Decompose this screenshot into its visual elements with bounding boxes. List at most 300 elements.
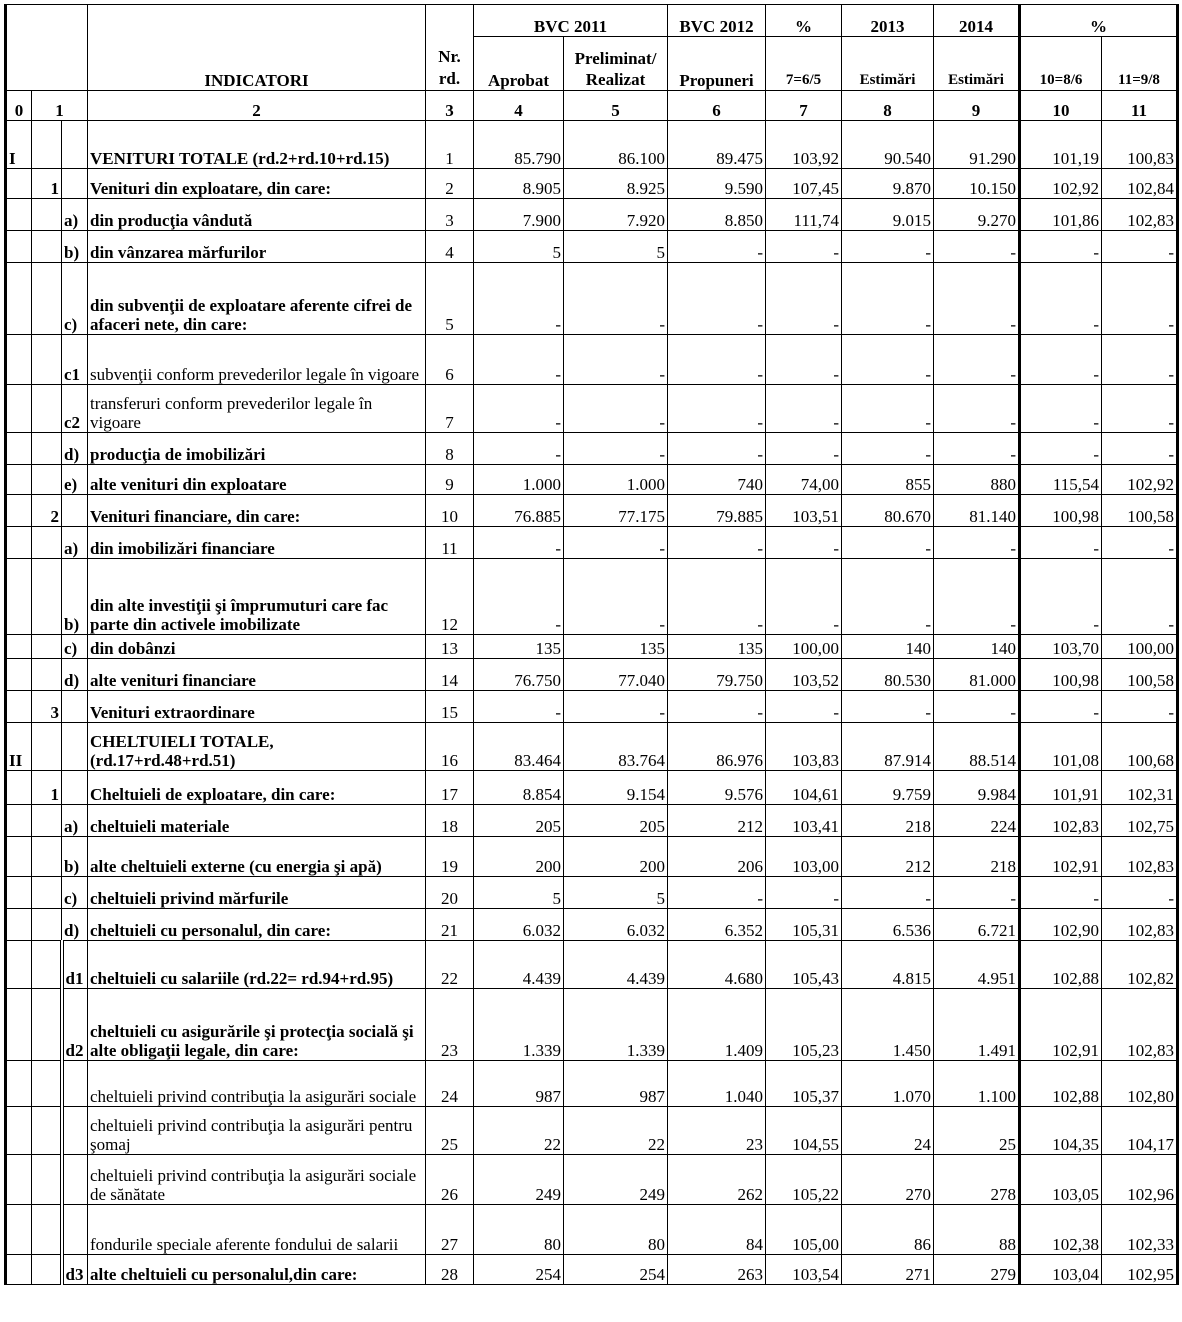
- group-code: [32, 805, 62, 837]
- value-col-8: -: [842, 263, 934, 335]
- item-code: d): [62, 909, 88, 941]
- colnum-11: 11: [1102, 91, 1178, 121]
- section-code: [6, 1061, 32, 1107]
- item-code: b): [62, 231, 88, 263]
- table-row: [6, 121, 1178, 169]
- value-col-11: 102,95: [1102, 1255, 1178, 1285]
- value-col-5: -: [564, 263, 668, 335]
- colnum-7: 7: [766, 91, 842, 121]
- value-col-7: 103,83: [766, 723, 842, 771]
- item-code: [62, 771, 88, 805]
- table-row: [6, 385, 1178, 433]
- table-row: [6, 231, 1178, 263]
- indicator-label: cheltuieli cu salariile (rd.22= rd.94+rd.95): [88, 941, 426, 989]
- row-number: 21: [426, 909, 474, 941]
- indicator-label: VENITURI TOTALE (rd.2+rd.10+rd.15): [88, 121, 426, 169]
- value-col-5: -: [564, 691, 668, 723]
- value-col-7: 100,00: [766, 635, 842, 659]
- value-col-5: 1.000: [564, 465, 668, 495]
- value-col-4: -: [474, 559, 564, 635]
- table-row: [6, 559, 1178, 635]
- value-col-4: 83.464: [474, 723, 564, 771]
- value-col-8: 80.530: [842, 659, 934, 691]
- table-row: [6, 877, 1178, 909]
- value-col-11: 100,58: [1102, 495, 1178, 527]
- row-number: 16: [426, 723, 474, 771]
- value-col-4: 200: [474, 837, 564, 877]
- header-aprobat: Aprobat: [474, 37, 564, 91]
- indicator-label: cheltuieli materiale: [88, 805, 426, 837]
- value-col-4: -: [474, 527, 564, 559]
- value-col-11: -: [1102, 527, 1178, 559]
- value-col-8: 87.914: [842, 723, 934, 771]
- value-col-6: 6.352: [668, 909, 766, 941]
- item-code: [62, 1107, 88, 1155]
- header-estimari-2014: Estimări: [934, 37, 1020, 91]
- value-col-11: 100,00: [1102, 635, 1178, 659]
- value-col-6: -: [668, 385, 766, 433]
- value-col-4: 254: [474, 1255, 564, 1285]
- item-code: a): [62, 527, 88, 559]
- value-col-9: 4.951: [934, 941, 1020, 989]
- group-code: [32, 1155, 62, 1205]
- value-col-9: -: [934, 877, 1020, 909]
- value-col-5: 254: [564, 1255, 668, 1285]
- value-col-9: -: [934, 231, 1020, 263]
- indicator-label: cheltuieli privind contribuţia la asigurări sociale de sănătate: [88, 1155, 426, 1205]
- value-col-10: 100,98: [1020, 495, 1102, 527]
- group-code: [32, 1107, 62, 1155]
- colnum-2: 2: [88, 91, 426, 121]
- row-number: 23: [426, 989, 474, 1061]
- table-row: [6, 465, 1178, 495]
- value-col-7: 103,51: [766, 495, 842, 527]
- row-number: 1: [426, 121, 474, 169]
- value-col-10: 101,86: [1020, 199, 1102, 231]
- section-code: [6, 989, 32, 1061]
- row-number: 3: [426, 199, 474, 231]
- value-col-4: 1.339: [474, 989, 564, 1061]
- section-code: [6, 659, 32, 691]
- value-col-8: 9.759: [842, 771, 934, 805]
- value-col-5: -: [564, 385, 668, 433]
- value-col-10: 102,88: [1020, 941, 1102, 989]
- value-col-7: -: [766, 527, 842, 559]
- item-code: [62, 495, 88, 527]
- indicator-label: fondurile speciale aferente fondului de salarii: [88, 1205, 426, 1255]
- indicator-label: alte cheltuieli externe (cu energia şi apă): [88, 837, 426, 877]
- value-col-7: 107,45: [766, 169, 842, 199]
- section-code: [6, 263, 32, 335]
- value-col-7: -: [766, 559, 842, 635]
- value-col-8: 1.450: [842, 989, 934, 1061]
- colnum-10: 10: [1020, 91, 1102, 121]
- value-col-5: 86.100: [564, 121, 668, 169]
- table-row: [6, 909, 1178, 941]
- value-col-6: 23: [668, 1107, 766, 1155]
- value-col-10: 103,05: [1020, 1155, 1102, 1205]
- value-col-10: 100,98: [1020, 659, 1102, 691]
- item-code: [62, 121, 88, 169]
- item-code: d): [62, 659, 88, 691]
- value-col-7: 103,54: [766, 1255, 842, 1285]
- group-code: [32, 335, 62, 385]
- item-code: e): [62, 465, 88, 495]
- value-col-5: 987: [564, 1061, 668, 1107]
- item-code: c): [62, 877, 88, 909]
- indicator-label: din producţia vândută: [88, 199, 426, 231]
- value-col-9: 81.000: [934, 659, 1020, 691]
- row-number: 26: [426, 1155, 474, 1205]
- header-pct2: %: [1020, 5, 1178, 37]
- value-col-8: 140: [842, 635, 934, 659]
- value-col-10: 115,54: [1020, 465, 1102, 495]
- value-col-7: 105,31: [766, 909, 842, 941]
- value-col-7: -: [766, 877, 842, 909]
- value-col-4: 85.790: [474, 121, 564, 169]
- group-code: [32, 635, 62, 659]
- value-col-8: -: [842, 527, 934, 559]
- value-col-7: -: [766, 263, 842, 335]
- value-col-5: -: [564, 335, 668, 385]
- table-row: [6, 941, 1178, 989]
- table-row: [6, 527, 1178, 559]
- indicator-label: alte venituri din exploatare: [88, 465, 426, 495]
- section-code: I: [6, 121, 32, 169]
- value-col-9: 279: [934, 1255, 1020, 1285]
- value-col-11: 100,58: [1102, 659, 1178, 691]
- value-col-10: 103,70: [1020, 635, 1102, 659]
- row-number: 14: [426, 659, 474, 691]
- group-code: 1: [32, 169, 62, 199]
- value-col-10: 102,91: [1020, 989, 1102, 1061]
- table-row: [6, 1107, 1178, 1155]
- value-col-9: -: [934, 263, 1020, 335]
- value-col-5: -: [564, 527, 668, 559]
- value-col-9: 218: [934, 837, 1020, 877]
- section-code: [6, 877, 32, 909]
- header-indicatori: INDICATORI: [88, 5, 426, 91]
- value-col-10: -: [1020, 877, 1102, 909]
- value-col-4: -: [474, 335, 564, 385]
- value-col-9: 9.270: [934, 199, 1020, 231]
- value-col-8: -: [842, 559, 934, 635]
- value-col-6: 740: [668, 465, 766, 495]
- value-col-7: 74,00: [766, 465, 842, 495]
- value-col-7: 104,61: [766, 771, 842, 805]
- item-code: d): [62, 433, 88, 465]
- value-col-11: 104,17: [1102, 1107, 1178, 1155]
- value-col-11: 100,83: [1102, 121, 1178, 169]
- table-row: [6, 433, 1178, 465]
- value-col-5: 77.175: [564, 495, 668, 527]
- value-col-9: 10.150: [934, 169, 1020, 199]
- header-nr-rd: Nr. rd.: [426, 5, 474, 91]
- value-col-10: 102,83: [1020, 805, 1102, 837]
- indicator-label: alte venituri financiare: [88, 659, 426, 691]
- header-row-1: [6, 5, 1178, 37]
- table-row: [6, 837, 1178, 877]
- value-col-9: -: [934, 527, 1020, 559]
- value-col-5: 83.764: [564, 723, 668, 771]
- value-col-7: -: [766, 231, 842, 263]
- table-row: [6, 199, 1178, 231]
- value-col-8: -: [842, 877, 934, 909]
- row-number: 5: [426, 263, 474, 335]
- value-col-11: 100,68: [1102, 723, 1178, 771]
- value-col-7: 105,37: [766, 1061, 842, 1107]
- value-col-6: -: [668, 527, 766, 559]
- group-code: [32, 659, 62, 691]
- row-number: 7: [426, 385, 474, 433]
- indicator-label: din dobânzi: [88, 635, 426, 659]
- item-code: [62, 169, 88, 199]
- item-code: c): [62, 635, 88, 659]
- value-col-8: -: [842, 335, 934, 385]
- value-col-11: 102,83: [1102, 837, 1178, 877]
- group-code: [32, 837, 62, 877]
- table-row: [6, 771, 1178, 805]
- row-number: 27: [426, 1205, 474, 1255]
- section-code: [6, 495, 32, 527]
- value-col-10: 103,04: [1020, 1255, 1102, 1285]
- item-code: d2: [62, 989, 88, 1061]
- value-col-4: 135: [474, 635, 564, 659]
- item-code: c1: [62, 335, 88, 385]
- group-code: [32, 465, 62, 495]
- header-f10: 10=8/6: [1020, 37, 1102, 91]
- indicator-label: subvenţii conform prevederilor legale în vigoare: [88, 335, 426, 385]
- section-code: [6, 527, 32, 559]
- value-col-5: 80: [564, 1205, 668, 1255]
- value-col-4: -: [474, 385, 564, 433]
- value-col-4: 80: [474, 1205, 564, 1255]
- item-code: d3: [62, 1255, 88, 1285]
- indicator-label: din vânzarea mărfurilor: [88, 231, 426, 263]
- item-code: a): [62, 805, 88, 837]
- group-code: [32, 1255, 62, 1285]
- indicator-label: cheltuieli cu asigurările şi protecţia socială şi alte obligaţii legale, din care:: [88, 989, 426, 1061]
- indicator-label: din alte investiţii şi împrumuturi care fac parte din activele imobilizate: [88, 559, 426, 635]
- value-col-6: 262: [668, 1155, 766, 1205]
- value-col-8: 271: [842, 1255, 934, 1285]
- section-code: II: [6, 723, 32, 771]
- value-col-8: 1.070: [842, 1061, 934, 1107]
- value-col-4: -: [474, 691, 564, 723]
- colnum-4: 4: [474, 91, 564, 121]
- group-code: 2: [32, 495, 62, 527]
- table-row: [6, 1155, 1178, 1205]
- value-col-9: -: [934, 691, 1020, 723]
- value-col-9: 880: [934, 465, 1020, 495]
- value-col-5: 7.920: [564, 199, 668, 231]
- section-code: [6, 465, 32, 495]
- value-col-5: -: [564, 559, 668, 635]
- value-col-8: 90.540: [842, 121, 934, 169]
- value-col-9: 224: [934, 805, 1020, 837]
- value-col-5: 6.032: [564, 909, 668, 941]
- budget-table: [4, 4, 1179, 1285]
- value-col-9: 81.140: [934, 495, 1020, 527]
- value-col-5: 1.339: [564, 989, 668, 1061]
- value-col-7: -: [766, 691, 842, 723]
- value-col-11: 102,83: [1102, 909, 1178, 941]
- value-col-6: 84: [668, 1205, 766, 1255]
- value-col-6: 135: [668, 635, 766, 659]
- value-col-4: -: [474, 433, 564, 465]
- value-col-6: -: [668, 433, 766, 465]
- item-code: [62, 723, 88, 771]
- table-row: [6, 263, 1178, 335]
- row-number: 17: [426, 771, 474, 805]
- table-row: [6, 691, 1178, 723]
- value-col-10: -: [1020, 433, 1102, 465]
- row-number: 20: [426, 877, 474, 909]
- item-code: a): [62, 199, 88, 231]
- value-col-11: -: [1102, 433, 1178, 465]
- row-number: 19: [426, 837, 474, 877]
- table-row: [6, 169, 1178, 199]
- indicator-label: cheltuieli privind contribuţia la asigurări pentru şomaj: [88, 1107, 426, 1155]
- row-number: 13: [426, 635, 474, 659]
- group-code: [32, 385, 62, 433]
- group-code: [32, 231, 62, 263]
- value-col-6: -: [668, 877, 766, 909]
- value-col-5: 135: [564, 635, 668, 659]
- colnum-0: 0: [6, 91, 32, 121]
- indicator-label: din subvenţii de exploatare aferente cifrei de afaceri nete, din care:: [88, 263, 426, 335]
- value-col-6: 206: [668, 837, 766, 877]
- indicator-label: Venituri financiare, din care:: [88, 495, 426, 527]
- header-f7: 7=6/5: [766, 37, 842, 91]
- value-col-6: 1.409: [668, 989, 766, 1061]
- indicator-label: transferuri conform prevederilor legale în vigoare: [88, 385, 426, 433]
- row-number: 9: [426, 465, 474, 495]
- group-code: [32, 527, 62, 559]
- group-code: [32, 941, 62, 989]
- row-number: 12: [426, 559, 474, 635]
- indicator-label: producţia de imobilizări: [88, 433, 426, 465]
- value-col-4: 1.000: [474, 465, 564, 495]
- section-code: [6, 771, 32, 805]
- section-code: [6, 231, 32, 263]
- value-col-5: 200: [564, 837, 668, 877]
- section-code: [6, 1107, 32, 1155]
- item-code: d1: [62, 941, 88, 989]
- value-col-7: 103,92: [766, 121, 842, 169]
- value-col-10: 102,88: [1020, 1061, 1102, 1107]
- column-number-row: [6, 91, 1178, 121]
- value-col-7: 105,43: [766, 941, 842, 989]
- value-col-4: 22: [474, 1107, 564, 1155]
- indicator-label: Venituri extraordinare: [88, 691, 426, 723]
- section-code: [6, 559, 32, 635]
- value-col-11: 102,96: [1102, 1155, 1178, 1205]
- value-col-6: 9.590: [668, 169, 766, 199]
- value-col-7: 105,23: [766, 989, 842, 1061]
- section-code: [6, 635, 32, 659]
- group-code: [32, 199, 62, 231]
- value-col-10: 101,19: [1020, 121, 1102, 169]
- value-col-5: 5: [564, 231, 668, 263]
- indicator-label: din imobilizări financiare: [88, 527, 426, 559]
- value-col-6: 263: [668, 1255, 766, 1285]
- header-pct1: %: [766, 5, 842, 37]
- table-row: [6, 635, 1178, 659]
- value-col-6: -: [668, 263, 766, 335]
- value-col-6: 79.885: [668, 495, 766, 527]
- value-col-11: -: [1102, 231, 1178, 263]
- indicator-label: alte cheltuieli cu personalul,din care:: [88, 1255, 426, 1285]
- value-col-11: 102,83: [1102, 989, 1178, 1061]
- colnum-8: 8: [842, 91, 934, 121]
- value-col-11: -: [1102, 691, 1178, 723]
- value-col-4: 5: [474, 877, 564, 909]
- item-code: [62, 1155, 88, 1205]
- value-col-7: 104,55: [766, 1107, 842, 1155]
- group-code: [32, 263, 62, 335]
- value-col-10: -: [1020, 385, 1102, 433]
- value-col-10: 101,08: [1020, 723, 1102, 771]
- value-col-9: 91.290: [934, 121, 1020, 169]
- value-col-9: 278: [934, 1155, 1020, 1205]
- row-number: 25: [426, 1107, 474, 1155]
- group-code: [32, 877, 62, 909]
- value-col-4: 76.885: [474, 495, 564, 527]
- section-code: [6, 941, 32, 989]
- value-col-8: 86: [842, 1205, 934, 1255]
- value-col-9: 88.514: [934, 723, 1020, 771]
- header-propuneri: Propuneri: [668, 37, 766, 91]
- indicator-label: Venituri din exploatare, din care:: [88, 169, 426, 199]
- table-row: [6, 989, 1178, 1061]
- value-col-8: 212: [842, 837, 934, 877]
- group-code: [32, 121, 62, 169]
- table-row: [6, 659, 1178, 691]
- value-col-11: 102,80: [1102, 1061, 1178, 1107]
- value-col-6: -: [668, 559, 766, 635]
- section-code: [6, 169, 32, 199]
- section-code: [6, 805, 32, 837]
- value-col-7: 105,22: [766, 1155, 842, 1205]
- value-col-5: 22: [564, 1107, 668, 1155]
- section-code: [6, 1255, 32, 1285]
- indicator-label: cheltuieli cu personalul, din care:: [88, 909, 426, 941]
- value-col-7: 103,52: [766, 659, 842, 691]
- section-code: [6, 837, 32, 877]
- row-number: 10: [426, 495, 474, 527]
- item-code: b): [62, 559, 88, 635]
- group-code: [32, 909, 62, 941]
- table-row: [6, 335, 1178, 385]
- value-col-4: -: [474, 263, 564, 335]
- header-2014: 2014: [934, 5, 1020, 37]
- row-number: 28: [426, 1255, 474, 1285]
- value-col-6: 79.750: [668, 659, 766, 691]
- section-code: [6, 1155, 32, 1205]
- value-col-8: 4.815: [842, 941, 934, 989]
- value-col-6: -: [668, 691, 766, 723]
- value-col-4: 987: [474, 1061, 564, 1107]
- value-col-11: 102,83: [1102, 199, 1178, 231]
- header-preliminat: Preliminat/ Realizat: [564, 37, 668, 91]
- value-col-11: 102,33: [1102, 1205, 1178, 1255]
- value-col-11: 102,92: [1102, 465, 1178, 495]
- value-col-9: 6.721: [934, 909, 1020, 941]
- value-col-6: 1.040: [668, 1061, 766, 1107]
- section-code: [6, 691, 32, 723]
- group-code: [32, 1205, 62, 1255]
